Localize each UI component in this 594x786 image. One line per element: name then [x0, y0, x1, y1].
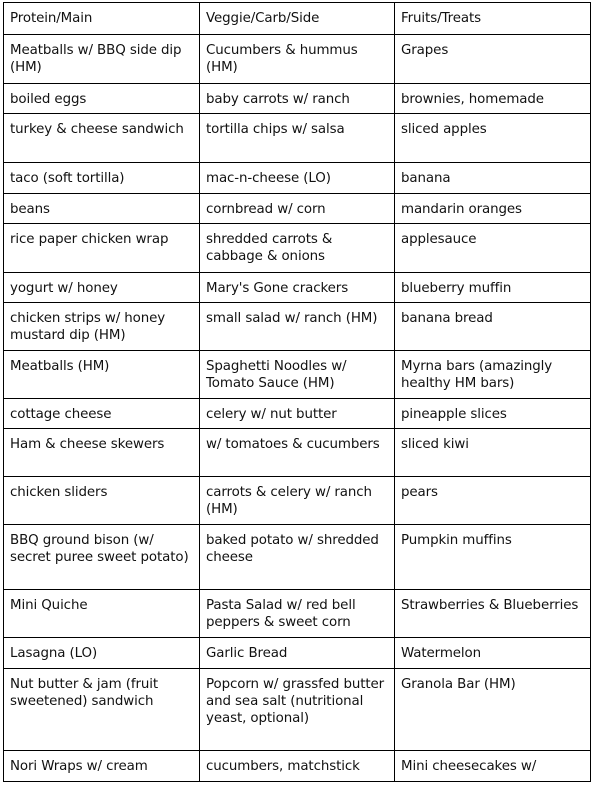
table-row	[4, 194, 591, 224]
table-row	[4, 669, 591, 751]
table-cell-fruits: Strawberries & Blueberries	[395, 590, 591, 638]
table-row	[4, 163, 591, 194]
table-cell-veggie: baked potato w/ shredded cheese	[200, 525, 395, 590]
table-cell-protein: Mini Quiche	[4, 590, 200, 638]
table-cell-veggie: small salad w/ ranch (HM)	[200, 303, 395, 351]
table-row	[4, 114, 591, 163]
table-cell-protein: BBQ ground bison (w/ secret puree sweet potato)	[4, 525, 200, 590]
table-row	[4, 351, 591, 399]
table-cell-fruits: applesauce	[395, 224, 591, 273]
table-row	[4, 590, 591, 638]
table-cell-fruits: pears	[395, 477, 591, 525]
table-cell-fruits: sliced apples	[395, 114, 591, 163]
column-header-fruits: Fruits/Treats	[395, 3, 591, 35]
table-cell-protein: boiled eggs	[4, 84, 200, 114]
table-cell-protein: Ham & cheese skewers	[4, 429, 200, 477]
table-cell-protein: Meatballs w/ BBQ side dip (HM)	[4, 35, 200, 84]
table-row	[4, 303, 591, 351]
table-cell-veggie: shredded carrots & cabbage & onions	[200, 224, 395, 273]
table-cell-fruits: banana bread	[395, 303, 591, 351]
table-row	[4, 638, 591, 669]
table-cell-protein: cottage cheese	[4, 399, 200, 429]
table-row	[4, 751, 591, 782]
table-cell-protein: rice paper chicken wrap	[4, 224, 200, 273]
table-cell-veggie: w/ tomatoes & cucumbers	[200, 429, 395, 477]
table-cell-veggie: Spaghetti Noodles w/ Tomato Sauce (HM)	[200, 351, 395, 399]
table-row	[4, 525, 591, 590]
table-row	[4, 224, 591, 273]
table-cell-fruits: Myrna bars (amazingly healthy HM bars)	[395, 351, 591, 399]
table-cell-fruits: pineapple slices	[395, 399, 591, 429]
table-cell-veggie: cucumbers, matchstick	[200, 751, 395, 782]
meal-plan-table	[3, 2, 591, 782]
table-row	[4, 399, 591, 429]
table-cell-protein: Meatballs (HM)	[4, 351, 200, 399]
table-cell-protein: beans	[4, 194, 200, 224]
table-row	[4, 35, 591, 84]
table-cell-fruits: banana	[395, 163, 591, 194]
table-cell-veggie: cornbread w/ corn	[200, 194, 395, 224]
table-cell-fruits: Grapes	[395, 35, 591, 84]
column-header-protein: Protein/Main	[4, 3, 200, 35]
table-row	[4, 429, 591, 477]
table-cell-veggie: Popcorn w/ grassfed butter and sea salt (nutritional yeast, optional)	[200, 669, 395, 751]
table-cell-protein: taco (soft tortilla)	[4, 163, 200, 194]
table-cell-veggie: Cucumbers & hummus (HM)	[200, 35, 395, 84]
table-cell-veggie: tortilla chips w/ salsa	[200, 114, 395, 163]
table-cell-fruits: mandarin oranges	[395, 194, 591, 224]
table-cell-protein: Lasagna (LO)	[4, 638, 200, 669]
table-cell-protein: Nori Wraps w/ cream	[4, 751, 200, 782]
table-cell-fruits: blueberry muffin	[395, 273, 591, 303]
table-cell-veggie: Garlic Bread	[200, 638, 395, 669]
table-cell-fruits: brownies, homemade	[395, 84, 591, 114]
table-row	[4, 273, 591, 303]
table-cell-fruits: Pumpkin muffins	[395, 525, 591, 590]
table-cell-veggie: Pasta Salad w/ red bell peppers & sweet corn	[200, 590, 395, 638]
table-cell-protein: yogurt w/ honey	[4, 273, 200, 303]
table-body	[4, 35, 591, 782]
table-cell-veggie: celery w/ nut butter	[200, 399, 395, 429]
table-cell-veggie: carrots & celery w/ ranch (HM)	[200, 477, 395, 525]
table-cell-fruits: sliced kiwi	[395, 429, 591, 477]
table-cell-veggie: Mary's Gone crackers	[200, 273, 395, 303]
table-header-row	[4, 3, 591, 35]
table-cell-protein: turkey & cheese sandwich	[4, 114, 200, 163]
table-cell-veggie: mac-n-cheese (LO)	[200, 163, 395, 194]
table-cell-veggie: baby carrots w/ ranch	[200, 84, 395, 114]
table-cell-protein: chicken strips w/ honey mustard dip (HM)	[4, 303, 200, 351]
column-header-veggie: Veggie/Carb/Side	[200, 3, 395, 35]
table-cell-fruits: Mini cheesecakes w/	[395, 751, 591, 782]
table-row	[4, 84, 591, 114]
table-row	[4, 477, 591, 525]
table-cell-fruits: Watermelon	[395, 638, 591, 669]
table-cell-protein: chicken sliders	[4, 477, 200, 525]
table-cell-protein: Nut butter & jam (fruit sweetened) sandwich	[4, 669, 200, 751]
table-cell-fruits: Granola Bar (HM)	[395, 669, 591, 751]
